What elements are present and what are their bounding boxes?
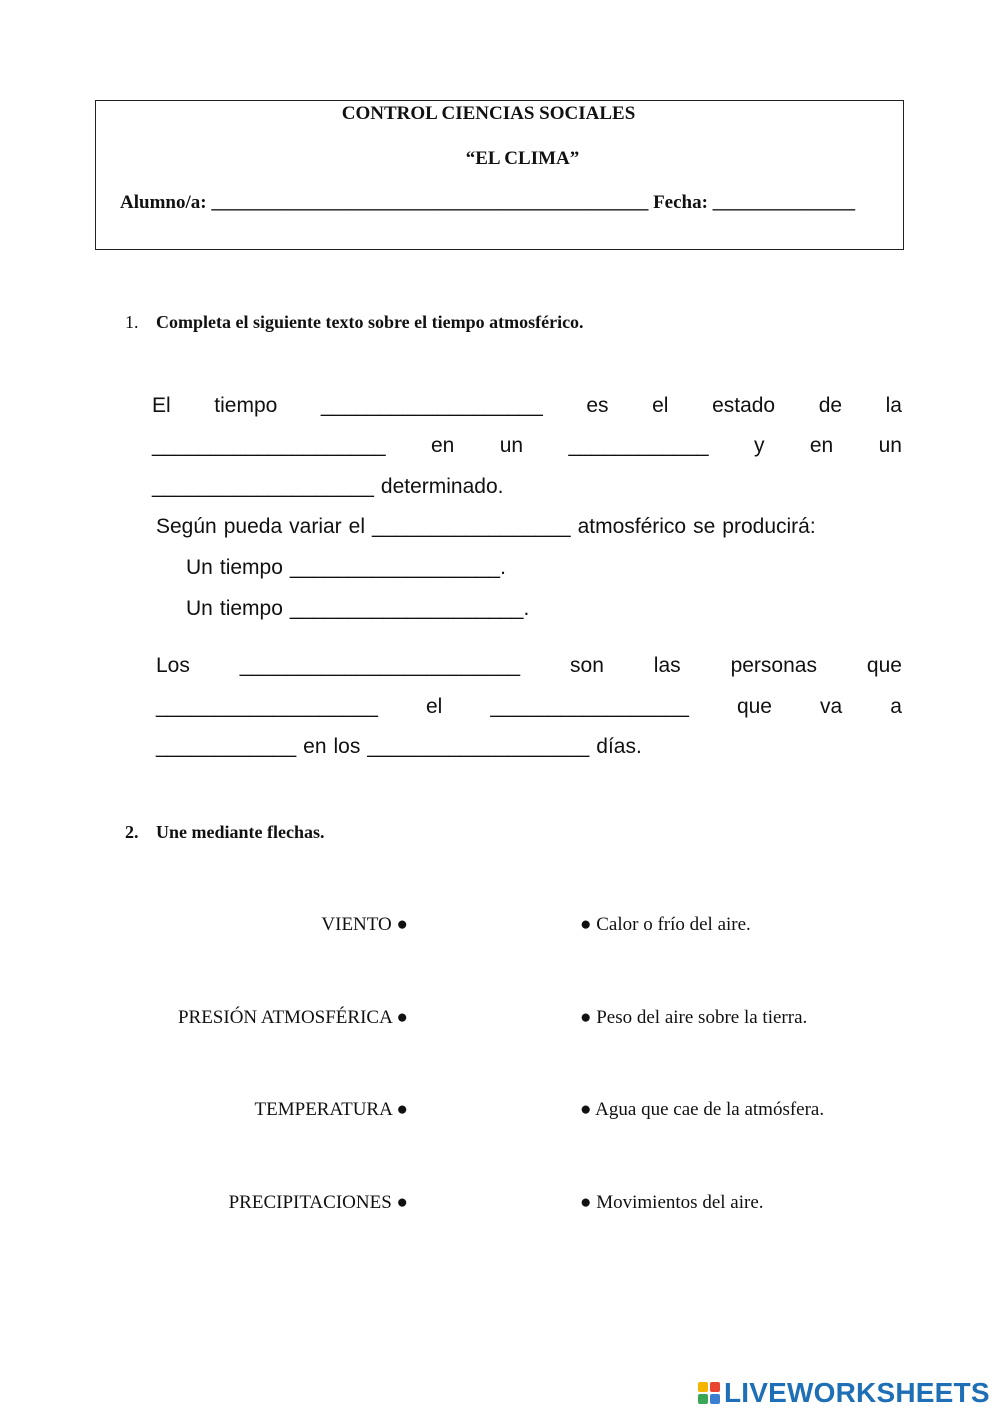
student-date-line: Alumno/a: ______________________________________________ Fecha: _______________ xyxy=(120,192,856,213)
word: tiempo xyxy=(214,394,278,417)
match-right-item[interactable]: ● Calor o frío del aire. xyxy=(580,914,751,935)
blank[interactable]: _________________ xyxy=(490,695,689,718)
blank[interactable]: __________________. xyxy=(289,556,506,579)
page-subtitle: “EL CLIMA” xyxy=(465,148,580,169)
word: El xyxy=(152,394,171,417)
blank[interactable]: ____________ xyxy=(156,735,297,758)
logo-square xyxy=(710,1394,720,1404)
fill-line-9 xyxy=(156,735,649,765)
logo-square xyxy=(698,1394,708,1404)
word: tiempo xyxy=(219,556,283,579)
question-2-heading xyxy=(125,822,324,843)
match-left-item[interactable]: VIENTO ● xyxy=(321,914,408,935)
match-right-item[interactable]: ● Movimientos del aire. xyxy=(580,1192,764,1213)
blank[interactable]: _________________ xyxy=(372,515,571,538)
word: tiempo xyxy=(219,597,283,620)
fill-line-4 xyxy=(156,515,823,545)
fill-line-1 xyxy=(152,394,902,424)
word: la xyxy=(885,394,902,417)
match-left-item[interactable]: PRESIÓN ATMOSFÉRICA ● xyxy=(177,1007,408,1028)
word: es xyxy=(586,394,609,417)
question-1-instruction: Completa el siguiente texto sobre el tiempo atmosférico. xyxy=(156,312,584,332)
blank[interactable]: ____________________. xyxy=(289,597,530,620)
liveworksheets-brand xyxy=(698,1377,990,1409)
fill-line-2 xyxy=(152,434,902,464)
word: Los xyxy=(156,654,190,677)
question-1-number: 1. xyxy=(125,312,139,332)
fill-line-8 xyxy=(156,695,902,725)
question-2-instruction: Une mediante flechas. xyxy=(156,822,325,842)
word: se xyxy=(693,515,716,538)
liveworksheets-logo-icon xyxy=(698,1382,720,1404)
word: de xyxy=(818,394,843,417)
page-title: CONTROL CIENCIAS SOCIALES xyxy=(341,103,636,124)
blank[interactable]: ________________________ xyxy=(239,654,521,677)
match-left-item[interactable]: PRECIPITACIONES ● xyxy=(228,1192,408,1213)
match-left-item[interactable]: TEMPERATURA ● xyxy=(254,1099,408,1120)
word: Un xyxy=(186,556,213,579)
fill-line-5 xyxy=(186,556,513,586)
match-right-item[interactable]: ● Agua que cae de la atmósfera. xyxy=(580,1099,825,1120)
blank[interactable]: ___________________ xyxy=(367,735,590,758)
blank[interactable]: ___________________ xyxy=(156,695,378,718)
word: a xyxy=(890,695,902,718)
word: en xyxy=(303,735,327,758)
word: son xyxy=(570,654,604,677)
question-1-heading xyxy=(125,312,584,333)
brand-name: LIVEWORKSHEETS xyxy=(724,1377,990,1408)
word: el xyxy=(652,394,669,417)
fill-line-6 xyxy=(186,597,536,627)
word: Según xyxy=(156,515,217,538)
word: atmosférico xyxy=(577,515,687,538)
logo-square xyxy=(710,1382,720,1392)
blank[interactable]: ___________________ xyxy=(152,475,374,498)
word: que xyxy=(866,654,902,677)
blank[interactable]: ____________ xyxy=(568,434,709,457)
word: producirá: xyxy=(722,515,816,538)
fill-line-3 xyxy=(152,475,510,505)
word: en xyxy=(430,434,455,457)
word: en xyxy=(809,434,834,457)
word: Un xyxy=(186,597,213,620)
word: un xyxy=(878,434,902,457)
word: personas xyxy=(730,654,817,677)
word: el xyxy=(425,695,443,718)
word: determinado. xyxy=(380,475,504,498)
blank[interactable]: ____________________ xyxy=(152,434,386,457)
word: pueda xyxy=(223,515,283,538)
word: un xyxy=(499,434,524,457)
question-2-number: 2. xyxy=(125,822,139,842)
word: las xyxy=(653,654,681,677)
word: días. xyxy=(596,735,642,758)
word: estado xyxy=(712,394,776,417)
word: va xyxy=(820,695,843,718)
word: el xyxy=(348,515,366,538)
match-right-item[interactable]: ● Peso del aire sobre la tierra. xyxy=(580,1007,808,1028)
logo-square xyxy=(698,1382,708,1392)
word: los xyxy=(333,735,361,758)
fill-line-7 xyxy=(156,654,902,684)
word: variar xyxy=(289,515,342,538)
word: que xyxy=(736,695,772,718)
word: y xyxy=(753,434,765,457)
blank[interactable]: ___________________ xyxy=(320,394,543,417)
